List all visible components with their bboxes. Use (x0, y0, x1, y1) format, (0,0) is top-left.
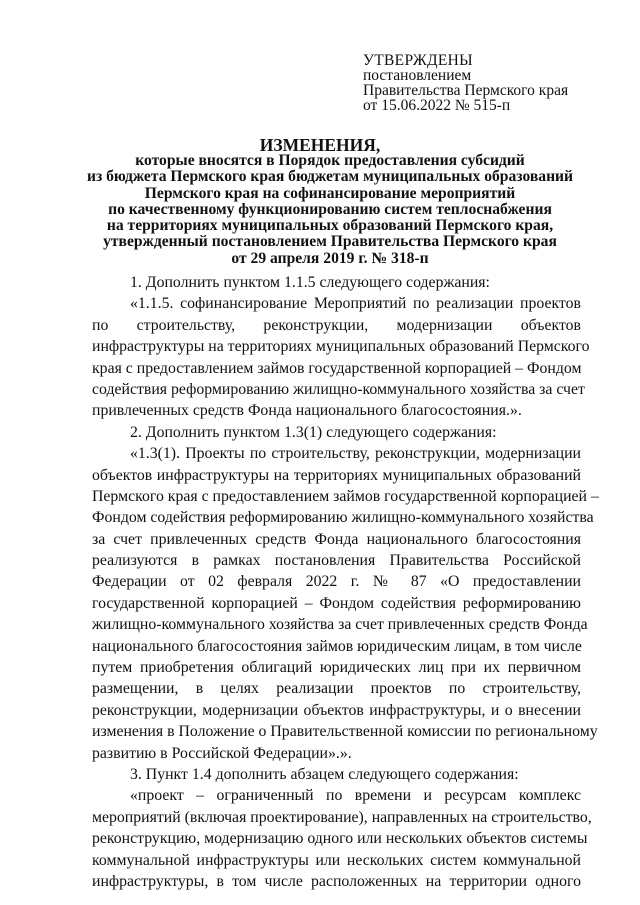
approval-line-1: постановлением (363, 67, 472, 84)
body-line: государственной корпорацией – Фондом содействия реформированию (92, 594, 581, 612)
approval-line-3: от 15.06.2022 № 515-п (363, 97, 511, 114)
subtitle-line: от 29 апреля 2019 г. № 318-п (231, 249, 429, 267)
body-line: реализуются в рамках постановления Правительства Российской (92, 552, 581, 570)
body-line: содействия реформированию жилищно-коммунального хозяйства за счет (92, 380, 585, 398)
body-line: развитию в Российской Федерации».». (92, 744, 352, 762)
body-line: края с предоставлением займов государственной корпорацией – Фондом (92, 359, 582, 377)
paragraph-item-2: 2. Дополнить пунктом 1.3(1) следующего содержания: (130, 423, 497, 441)
approval-line-2: Правительства Пермского края (363, 82, 569, 99)
body-line: коммунальной инфраструктуры или нескольких систем коммунальной (92, 851, 581, 869)
subtitle-line: утвержденный постановлением Правительства Пермского края (103, 233, 557, 251)
body-line: Пермского края с предоставлением займов государственной корпорацией – (92, 487, 599, 505)
body-line: реконструкцию, модернизацию одного или нескольких объектов системы (92, 830, 588, 848)
paragraph-item-3: 3. Пункт 1.4 дополнить абзацем следующего содержания: (130, 765, 519, 783)
subtitle-line: на территориях муниципальных образований Пермского края, (106, 217, 554, 235)
subtitle-line: которые вносятся в Порядок предоставления субсидий (135, 152, 525, 169)
subtitle-line: по качественному функционированию систем теплоснабжения (108, 200, 552, 218)
body-line: изменения в Положение о Правительственной комиссии по региональному (92, 723, 598, 741)
body-line: «проект – ограниченный по времени и ресурсам комплекс (130, 787, 581, 805)
document-body (92, 272, 599, 892)
body-line: путем приобретения облигаций юридических лиц при их первичном (92, 659, 581, 677)
body-line: привлеченных средств Фонда национального благосостояния.». (92, 402, 522, 420)
subtitle-line: Пермского края на софинансирование мероприятий (144, 184, 516, 202)
body-line: размещении, в целях реализации проектов по строительству, (92, 680, 581, 698)
body-line: «1.3(1). Проекты по строительству, реконструкции, модернизации (130, 445, 581, 463)
subtitle-line: из бюджета Пермского края бюджетам муниципальных образований (86, 168, 574, 186)
body-line: Фондом содействия реформированию жилищно-коммунального хозяйства (92, 509, 594, 527)
body-line: мероприятий (включая проектирование), направленных на строительство, (92, 808, 592, 826)
approval-title: УТВЕРЖДЕНЫ (363, 52, 473, 69)
document-title: ИЗМЕНЕНИЯ, (259, 135, 381, 155)
document-subtitle (70, 153, 590, 267)
body-line: инфраструктуры на территориях муниципальных образований Пермского (92, 338, 590, 356)
body-line: по строительству, реконструкции, модернизации объектов (92, 316, 581, 334)
paragraph-item-1: 1. Дополнить пунктом 1.1.5 следующего содержания: (130, 274, 490, 291)
body-line: национального благосостояния займов юридическим лицам, в том числе (92, 637, 582, 655)
body-line: за счет привлеченных средств Фонда национального благосостояния (92, 530, 581, 548)
body-line: жилищно-коммунального хозяйства за счет привлеченных средств Фонда (92, 616, 588, 634)
body-line: Федерации от 02 февраля 2022 г. № 87 «О предоставлении (92, 573, 581, 591)
approval-block (363, 53, 568, 113)
body-line: «1.1.5. софинансирование Мероприятий по реализации проектов (130, 295, 581, 313)
body-line: реконструкции, модернизации объектов инфраструктуры, и о внесении (92, 701, 581, 719)
body-line: объектов инфраструктуры на территориях муниципальных образований (92, 466, 581, 484)
body-line: инфраструктуры, в том числе расположенных на территории одного (92, 872, 581, 890)
